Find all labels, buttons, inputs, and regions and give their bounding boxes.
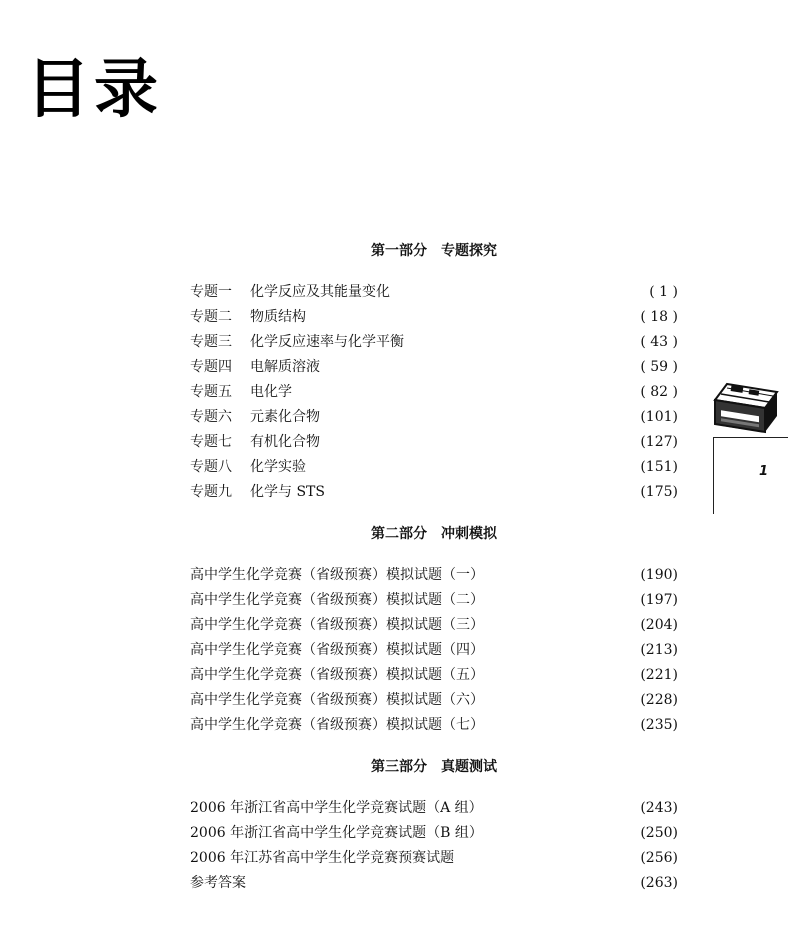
entry-title: 有机化合物 [250,434,320,450]
entry-number: 专题三 [190,334,232,350]
entry-number: 专题九 [190,484,232,500]
entry-page: ( 82 ) [640,384,678,400]
entry-page: (190) [640,567,678,583]
entry-title: 高中学生化学竞赛（省级预赛）模拟试题（五） [190,667,484,683]
entry-title: 参考答案 [190,875,246,891]
entry-title: 高中学生化学竞赛（省级预赛）模拟试题（七） [190,717,484,733]
entry-page: (221) [640,667,678,683]
entry-title: 电解质溶液 [250,359,320,375]
page-title: 目录 [26,53,162,127]
entry-title: 化学实验 [250,459,306,475]
toc-entry[interactable] [190,796,678,821]
entry-title: 电化学 [250,384,292,400]
entry-number: 专题八 [190,459,232,475]
entry-page: (250) [640,825,678,841]
toc-entry[interactable] [190,280,678,305]
toc-entry[interactable] [190,846,678,871]
entry-title: 物质结构 [250,309,306,325]
table-of-contents [190,240,678,896]
entry-page: (228) [640,692,678,708]
books-stack-icon [707,378,779,436]
entry-page: (204) [640,617,678,633]
entry-page: (151) [640,459,678,475]
toc-entry[interactable] [190,405,678,430]
entry-page: (175) [640,484,678,500]
toc-entry[interactable] [190,663,678,688]
entry-title: 化学反应及其能量变化 [250,284,390,300]
tab-rule-vertical [713,437,714,514]
toc-entry[interactable] [190,305,678,330]
entry-title: 高中学生化学竞赛（省级预赛）模拟试题（六） [190,692,484,708]
entry-title: 高中学生化学竞赛（省级预赛）模拟试题（一） [190,567,484,583]
section-heading: 第三部分 真题测试 [371,759,497,775]
section-heading: 第一部分 专题探究 [371,243,497,259]
entry-title: 高中学生化学竞赛（省级预赛）模拟试题（二） [190,592,484,608]
toc-entry[interactable] [190,380,678,405]
toc-entry[interactable] [190,638,678,663]
entry-page: (243) [640,800,678,816]
toc-entry[interactable] [190,455,678,480]
entry-number: 专题六 [190,409,232,425]
entry-title: 高中学生化学竞赛（省级预赛）模拟试题（四） [190,642,484,658]
entry-number: 专题二 [190,309,232,325]
toc-entry[interactable] [190,613,678,638]
entry-page: (127) [640,434,678,450]
entry-page: (256) [640,850,678,866]
entry-number: 专题一 [190,284,232,300]
entry-page: ( 1 ) [649,284,678,300]
toc-entry[interactable] [190,821,678,846]
entry-title: 化学与 STS [250,484,325,500]
entry-title: 高中学生化学竞赛（省级预赛）模拟试题（三） [190,617,484,633]
entry-page: ( 18 ) [640,309,678,325]
entry-title: 2006 年浙江省高中学生化学竞赛试题（B 组） [190,825,483,841]
toc-part-1 [190,240,678,505]
page-number: 1 [759,464,769,479]
entry-number: 专题四 [190,359,232,375]
section-heading: 第二部分 冲刺模拟 [371,526,497,542]
entry-page: (101) [640,409,678,425]
entry-page: ( 43 ) [640,334,678,350]
toc-part-2 [190,523,678,738]
toc-entry[interactable] [190,563,678,588]
entry-title: 2006 年浙江省高中学生化学竞赛试题（A 组） [190,800,483,816]
entry-page: (263) [640,875,678,891]
toc-part-3 [190,756,678,896]
toc-entry[interactable] [190,688,678,713]
toc-entry[interactable] [190,355,678,380]
entry-title: 2006 年江苏省高中学生化学竞赛预赛试题 [190,850,455,866]
entry-page: (235) [640,717,678,733]
entry-number: 专题七 [190,434,232,450]
toc-entry[interactable] [190,430,678,455]
entry-page: (197) [640,592,678,608]
tab-rule-horizontal [713,437,788,438]
toc-entry[interactable] [190,713,678,738]
toc-entry[interactable] [190,588,678,613]
toc-entry[interactable] [190,480,678,505]
entry-title: 化学反应速率与化学平衡 [250,334,404,350]
entry-title: 元素化合物 [250,409,320,425]
entry-page: (213) [640,642,678,658]
toc-entry[interactable] [190,330,678,355]
toc-entry[interactable] [190,871,678,896]
entry-number: 专题五 [190,384,232,400]
entry-page: ( 59 ) [640,359,678,375]
